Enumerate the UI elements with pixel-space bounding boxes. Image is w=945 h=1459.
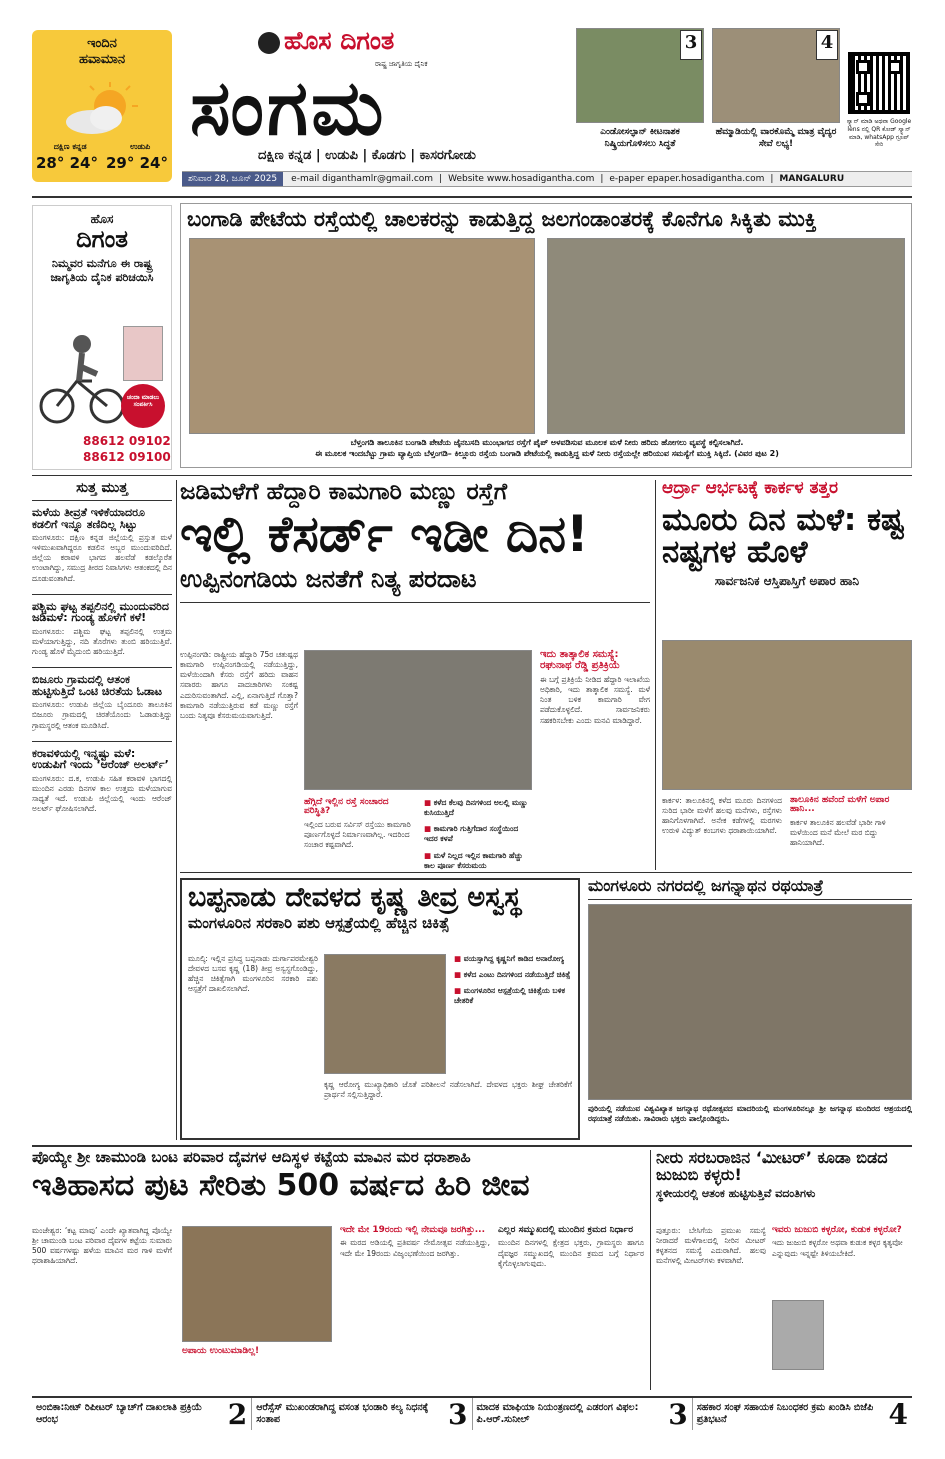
story-body: ಮಂಜೇಶ್ವರ: ‘ಕಟ್ಟ ಮಾವು’ ಎಂದೇ ಖ್ಯಾತವಾಗಿದ್ದ ಪೊಯ್ಯೇ ಶ್ರೀ ಚಾಮುಂಡಿ ಬಂಟ ಪರಿವಾರ ದೈವಗಳ ಕಟ್ಟೆಯ ಸುಮಾರು 500 ವರ್ಷಗಳಷ್ಟು ಹಳೆಯ ಮಾವಿನ ಮರ ಗಾಳಿ ಮಳೆಗೆ ಧರಾಶಾಹಿಯಾಗಿದೆ.	[32, 1226, 172, 1266]
info-box: ಇವರು ಜುಜುಬಿ ಕಳ್ಳರೋ, ಕುಡುಕ ಕಳ್ಳರೋ? ಇದು ಜುಜುಬಿ ಕಳ್ಳರೋ ಅಥವಾ ಕುಡುಕ ಕಳ್ಳರ ಕೃತ್ಯವೋ ಎನ್ನುವುದು ಇನ್ನಷ್ಟೇ ತಿಳಿಯಬೇಕಿದೆ.	[772, 1225, 903, 1258]
teaser-text: ಹೆಮ್ಮಾಡಿಯಲ್ಲಿ ವಾರಕೊಮ್ಮೆ ಮಾತ್ರ ವೈದ್ಯರ ಸೇವೆ ಲಭ್ಯ!	[715, 127, 837, 149]
story-deck: ಮಂಗಳೂರಿನ ಸರಕಾರಿ ಪಶು ಆಸ್ಪತ್ರೆಯಲ್ಲಿ ಹೆಚ್ಚಿನ ಚಿಕಿತ್ಸೆ	[188, 914, 450, 933]
weather-title: ಇಂದಿನ ಹವಾಮಾನ	[78, 36, 126, 67]
sun-cloud-icon	[62, 82, 142, 138]
weather-location-udupi: ಉಡುಪಿ	[130, 142, 151, 151]
damaged-house-photo	[662, 640, 912, 790]
procession-photo	[588, 904, 912, 1100]
story-deck: ಸ್ಥಳೀಯರಲ್ಲಿ ಆತಂಕ ಹುಟ್ಟಿಸುತ್ತಿವೆ ವದಂತಿಗಳು	[656, 1186, 816, 1200]
footer-teasers	[32, 1396, 912, 1430]
fallen-tree-photo	[182, 1226, 332, 1342]
story-body: ಮೂಲ್ಕಿ: ಇಲ್ಲಿನ ಪ್ರಸಿದ್ಧ ಬಪ್ಪನಾಡು ದುರ್ಗಾಪರಮೇಶ್ವರಿ ದೇವಳದ ಬಸವ ಕೃಷ್ಣ (18) ತೀವ್ರ ಅಸ್ವಸ್ಥಗೊಂಡಿದ್ದು, ಹೆಚ್ಚಿನ ಚಿಕಿತ್ಸೆಗಾಗಿ ಮಂಗಳೂರಿನ ಸರಕಾರಿ ಪಶು ಆಸ್ಪತ್ರೆಗೆ ದಾಖಲಿಸಲಾಗಿದೆ.	[188, 954, 318, 994]
city-edition: MANGALURU	[779, 174, 845, 184]
website-link[interactable]: Website www.hosadigantha.com	[448, 174, 595, 184]
story-headline: ಮೂರು ದಿನ ಮಳೆ: ಕಷ್ಟ ನಷ್ಟಗಳ ಹೊಳೆ	[662, 501, 905, 571]
email-link[interactable]: e-mail diganthamlr@gmail.com	[291, 174, 434, 184]
story-body-continued: ಕೃಷ್ಣ ಆರೋಗ್ಯ ಮುಖ್ಯಾಧಿಕಾರಿ ಜೊತೆ ಪರಿಶೀಲನೆ ನಡೆಸಲಾಗಿದೆ. ದೇವಳದ ಭಕ್ತರು ಶೀಘ್ರ ಚೇತರಿಕೆಗೆ ಪ್ರಾರ್ಥನೆ ಸಲ್ಲಿಸುತ್ತಿದ್ದಾರೆ.	[324, 1080, 572, 1100]
subscription-ad[interactable]	[32, 205, 172, 470]
story-kicker: ಆರ್ದ್ರಾ ಆರ್ಭಟಕ್ಕೆ ಕಾರ್ಕಳ ತತ್ತರ	[662, 480, 838, 498]
issue-date: ಶನಿವಾರ 28, ಜೂನ್ 2025	[182, 171, 283, 187]
regions-line: ದಕ್ಷಿಣ ಕನ್ನಡ | ಉಡುಪಿ | ಕೊಡಗು | ಕಾಸರಗೋಡು	[258, 148, 476, 163]
karkala-rain-story	[662, 480, 912, 870]
story-headline: ಇತಿಹಾಸದ ಪುಟ ಸೇರಿತು 500 ವರ್ಷದ ಹಿರಿ ಜೀವ	[32, 1167, 530, 1203]
reaction-box: ಇದು ತಾತ್ಕಾಲಿಕ ಸಮಸ್ಯೆ: ರಘುನಾಥ ರೆಡ್ಡಿ ಪ್ರತಿಕ್ರಿಯೆ ಈ ಬಗ್ಗೆ ಪ್ರತಿಕ್ರಿಯೆ ನೀಡಿದ ಹೆದ್ದಾರಿ ಇಲಾಖೆಯ ಅಧಿಕಾರಿ, ಇದು ತಾತ್ಕಾಲಿಕ ಸಮಸ್ಯೆ. ಮಳೆ ನಿಂತ ಬಳಿಕ ಕಾಮಗಾರಿ ವೇಗ ಪಡೆದುಕೊಳ್ಳಲಿದೆ. ಸಾರ್ವಜನಿಕರು ಸಹಕರಿಸಬೇಕು ಎಂದು ಮನವಿ ಮಾಡಿದ್ದಾರೆ.	[540, 649, 650, 725]
story-body: ಪುತ್ತೂರು: ಬೇಸಿಗೆಯ ಪ್ರಮುಖ ಸಮಸ್ಯೆ ನೀರಾದರೆ ಮಳೆಗಾಲದಲ್ಲಿ ನೀರಿನ ಮೀಟರ್ ಕಳ್ಳತನದ ಸಮಸ್ಯೆ ಎದುರಾಗಿದೆ. ಹಲವು ಮನೆಗಳಲ್ಲಿ ಮೀಟರ್‌ಗಳು ಕಳವಾಗಿವೆ.	[656, 1226, 766, 1266]
footer-teaser[interactable]: ಆರೆಸ್ಸೆಸ್ ಮುಖಂಡರಾಗಿದ್ದ ವಸಂತ ಭಂಡಾರಿ ಕಲ್ಯ ನಿಧನಕ್ಕೆ ಸಂತಾಪ 3	[252, 1398, 472, 1430]
ad-text: ನಿಮ್ಮವರ ಮನೆಗೂ ಈ ರಾಷ್ಟ್ರ ಜಾಗೃತಿಯ ದೈನಿಕ ಪರಿಚಯಿಸಿ	[50, 257, 154, 284]
weather-location-dk: ದಕ್ಷಿಣ ಕನ್ನಡ	[53, 142, 87, 151]
qr-caption: ಸ್ಕ್ಯಾನ್ ಮಾಡಿ ಅಥವಾ Google lens ನಲ್ಲಿ QR ಕೋಡ್ ಸ್ಕ್ಯಾನ್ ಮಾಡಿ, whatsApp ಗ್ರೂಪ್ ಸೇರಿ	[846, 118, 912, 149]
mango-tree-story	[32, 1150, 644, 1392]
bappanadu-story	[180, 878, 580, 1140]
story-headline: ಬಪ್ಪನಾಡು ದೇವಳದ ಕೃಷ್ಣ ತೀವ್ರ ಅಸ್ವಸ್ಥ	[188, 882, 522, 913]
masthead-logo-emblem	[258, 32, 280, 54]
sutta-item[interactable]: ಮಳೆಯ ತೀವ್ರತೆ ಇಳಿಕೆಯಾದರೂ ಕಡಲಿಗೆ ಇನ್ನೂ ತಣಿದಿಲ್ಲ ಸಿಟ್ಟು ಮಂಗಳೂರು: ದಕ್ಷಿಣ ಕನ್ನಡ ಜಿಲ್ಲೆಯಲ್ಲಿ ಪ್ರಸ್ತುತ ಮಳೆ ಇಳಿಮುಖವಾಗಿದ್ದರೂ ಕಡಲಿನ ಅಬ್ಬರ ಮುಂದುವರಿದಿದೆ. ಜಿಲ್ಲೆಯ ಕರಾವಳಿ ಭಾಗದ ಹಲವೆಡೆ ಕಡಲ್ಕೊರೆತ ಉಂಟಾಗಿದ್ದು, ಸಮುದ್ರ ತೀರದ ನಿವಾಸಿಗಳು ಆತಂಕದಲ್ಲಿ ದಿನ ದೂಡುವಂತಾಗಿದೆ.	[32, 506, 172, 583]
papers-stack	[123, 326, 163, 381]
photo-caption: ಪುರಿಯಲ್ಲಿ ನಡೆಯುವ ವಿಶ್ವವಿಖ್ಯಾತ ಜಗನ್ನಾಥ ರಥೋತ್ಸವದ ಮಾದರಿಯಲ್ಲಿ ಮಂಗಳೂರಿನಲ್ಲೂ ಶ್ರೀ ಜಗನ್ನಾಥ ಮಂದಿರದ ಆಶ್ರಯದಲ್ಲಿ ರಥಯಾತ್ರೆ ನಡೆಯಿತು. ಸಾವಿರಾರು ಭಕ್ತರು ಪಾಲ್ಗೊಂಡಿದ್ದರು.	[588, 1104, 912, 1124]
side-box: ಎಲ್ಲರ ಸಮ್ಮುಖದಲ್ಲಿ ಮುಂದಿನ ಕ್ರಮದ ನಿರ್ಧಾರ ಮುಂದಿನ ದಿನಗಳಲ್ಲಿ ಕ್ಷೇತ್ರದ ಭಕ್ತರು, ಗ್ರಾಮಸ್ಥರು ಹಾಗೂ ದೈವಜ್ಞರ ಸಮ್ಮುಖದಲ್ಲಿ ಮುಂದಿನ ಕ್ರಮದ ಬಗ್ಗೆ ನಿರ್ಧಾರ ಕೈಗೊಳ್ಳಲಾಗುವುದು.	[498, 1225, 644, 1268]
info-box: ಇದೇ ಮೇ 19ರಂದು ಇಲ್ಲಿ ನೇಮವೂ ಜರಗಿತ್ತು... ಈ ಮರದ ಅಡಿಯಲ್ಲಿ ಪ್ರತಿವರ್ಷ ನೇಮೋತ್ಸವ ನಡೆಯುತ್ತಿದ್ದು, ಇದೇ ಮೇ 19ರಂದು ವಿಜೃಂಭಣೆಯಿಂದ ಜರಗಿತ್ತು.	[340, 1225, 490, 1258]
epaper-link[interactable]: e-paper epaper.hosadigantha.com	[609, 174, 765, 184]
bull-photo	[324, 954, 446, 1074]
water-meter-photo	[772, 1300, 824, 1370]
teaser-text: ಎಂಡೋಸಲ್ಫಾನ್ ಕೀಟನಾಶಕ ನಿಷ್ಕ್ರಿಯಗೊಳಿಸಲು ಸಿದ್ಧತೆ	[600, 127, 680, 149]
lead-headline: ಬಂಗಾಡಿ ಪೇಟೆಯ ರಸ್ತೆಯಲ್ಲಿ ಚಾಲಕರನ್ನು ಕಾಡುತ್ತಿದ್ದ ಜಲಗಂಡಾಂತರಕ್ಕೆ ಕೊನೆಗೂ ಸಿಕ್ಕಿತು ಮುಕ್ತಿ	[187, 207, 817, 231]
road-photo	[304, 650, 532, 790]
story-headline: ಮಂಗಳೂರು ನಗರದಲ್ಲಿ ಜಗನ್ನಾಥನ ರಥಯಾತ್ರೆ	[588, 878, 912, 900]
page-badge: 4	[816, 30, 838, 60]
cyclist-icon	[37, 326, 127, 426]
lead-story	[180, 203, 912, 468]
footer-teaser[interactable]: ಮಾದಕ ಮಾಫಿಯಾ ನಿಯಂತ್ರಣದಲ್ಲಿ ಎಡರಂಗ ವಿಫಲ: ಪಿ.ಆರ್.ಸುನೀಲ್ 3	[473, 1398, 693, 1430]
lead-photo-right	[547, 238, 905, 434]
story-headline: ಇಲ್ಲಿ ಕೆಸರ್ಡ್ ಇಡೀ ದಿನ!	[180, 505, 589, 564]
sutta-item[interactable]: ಕರಾವಳಿಯಲ್ಲಿ ಇನ್ನಷ್ಟು ಮಳೆ: ಉಡುಪಿಗೆ ಇಂದು ‘ಆರೆಂಜ್ ಅಲರ್ಟ್’ ಮಂಗಳೂರು: ದ.ಕ, ಉಡುಪಿ ಸಹಿತ ಕರಾವಳಿ ಭಾಗದಲ್ಲಿ ಮುಂದಿನ ಎರಡು ದಿನಗಳ ಕಾಲ ಉತ್ತಮ ಮಳೆಯಾಗುವ ಸಾಧ್ಯತೆ ಇದೆ. ಉಡುಪಿ ಜಿಲ್ಲೆಯಲ್ಲಿ ಇಂದು ಆರೆಂಜ್ ಅಲರ್ಟ್ ಘೋಷಿಸಲಾಗಿದೆ.	[32, 746, 172, 814]
bullet-list: ■ ವಯಸ್ಸಾಗಿದ್ದ ಕೃಷ್ಣನಿಗೆ ಕಾಡಿದ ಅನಾರೋಗ್ಯ ■ ಕಳೆದ ಎಂಟು ದಿನಗಳಿಂದ ನಡೆಯುತ್ತಿದೆ ಚಿಕಿತ್ಸೆ ■ ಮಂಗಳೂರಿನ ಆಸ್ಪತ್ರೆಯಲ್ಲಿ ಚಿಕಿತ್ಸೆಯ ಬಳಿಕ ಚೇತರಿಕೆ	[454, 954, 572, 1013]
ad-phone-1[interactable]: 88612 09102	[83, 434, 171, 448]
lead-caption: ಬೆಳ್ತಂಗಡಿ ತಾಲೂಕಿನ ಬಂಗಾಡಿ ಪೇಟೆಯ ಜೈನಬಸದಿ ಮುಂಭಾಗದ ರಸ್ತೆಗೆ ಪೈಪ್ ಅಳವಡಿಸುವ ಮೂಲಕ ಮಳೆ ನೀರು ಹರಿದು ಹೋಗಲು ವ್ಯವಸ್ಥೆ ಕಲ್ಪಿಸಲಾಗಿದೆ. ಈ ಮೂಲಕ ಇಂದಬೆಟ್ಟು ಗ್ರಾಮ ವ್ಯಾಪ್ತಿಯ ಬೆಳ್ತಂಗಡಿ– ಕಿಲ್ಲೂರು ರಸ್ತೆಯ ಬಂಗಾಡಿ ಪೇಟೆಯಲ್ಲಿ ಕಾಡುತ್ತಿದ್ದ ಮಳೆ ನೀರು ರಸ್ತೆಯಲ್ಲೇ ಹರಿಯುವ ಸಮಸ್ಯೆಗೆ ಮುಕ್ತಿ ಸಿಕ್ಕಿದೆ. (ವಿವರ ಪುಟ 2)	[315, 438, 779, 458]
weather-box	[32, 30, 172, 182]
sutta-mutta-column	[32, 480, 172, 1135]
story-body: ಕಾರ್ಕಳ: ತಾಲೂಕಿನಲ್ಲಿ ಕಳೆದ ಮೂರು ದಿನಗಳಿಂದ ಸುರಿದ ಭಾರೀ ಮಳೆಗೆ ಹಲವು ಮನೆಗಳು, ರಸ್ತೆಗಳು ಹಾನಿಗೊಳಗಾಗಿವೆ. ಅನೇಕ ಕಡೆಗಳಲ್ಲಿ ಮರಗಳು ಉರುಳಿ ವಿದ್ಯುತ್ ಕಂಬಗಳು ಧರಾಶಾಯಿಯಾಗಿವೆ.	[662, 796, 782, 836]
photo-caption: ಅಪಾಯ ಉಂಟುಮಾಡಿಲ್ಲ!	[182, 1346, 260, 1356]
ad-phone-2[interactable]: 88612 09100	[83, 450, 171, 464]
weather-temp-dk: 28° 24°	[36, 154, 98, 172]
column-header: ಸುತ್ತ ಮುತ್ತ	[32, 480, 172, 501]
teaser-page4[interactable]	[712, 28, 840, 168]
water-meter-theft-story	[656, 1150, 912, 1392]
info-box: ತಾಲೂಕಿನ ಹವೆಂದೆ ಮಳೆಗೆ ಅಪಾರ ಹಾನಿ... ಕಾರ್ಕಳ ತಾಲೂಕಿನ ಹಲವೆಡೆ ಭಾರೀ ಗಾಳಿ ಮಳೆಯಿಂದ ಮನೆ ಮೇಲೆ ಮರ ಬಿದ್ದು ಹಾನಿಯಾಗಿದೆ.	[790, 795, 890, 848]
story-body: ಉಪ್ಪಿನಂಗಡಿ: ರಾಷ್ಟ್ರೀಯ ಹೆದ್ದಾರಿ 75ರ ಚತುಷ್ಪಥ ಕಾಮಗಾರಿ ಉಪ್ಪಿನಂಗಡಿಯಲ್ಲಿ ನಡೆಯುತ್ತಿದ್ದು, ಮಳೆಯಿಂದಾಗಿ ಕೆಸರು ರಸ್ತೆಗೆ ಹರಿದು ವಾಹನ ಸವಾರರು ಹಾಗೂ ಪಾದಚಾರಿಗಳು ಸಂಕಷ್ಟ ಎದುರಿಸುವಂತಾಗಿದೆ. ಎಲ್ಲಿ, ಏನಾಗುತ್ತಿದೆ ಗೊತ್ತಾ? ಕಾಮಗಾರಿ ನಡೆಯುತ್ತಿರುವ ಕಡೆ ಮಣ್ಣು ರಸ್ತೆಗೆ ಬಂದು ನಿತ್ಯವೂ ಕೆಸರುಮಯವಾಗುತ್ತಿದೆ.	[180, 650, 298, 720]
newspaper-title: ಸಂಗಮ	[190, 63, 387, 152]
lead-photo-left	[189, 238, 535, 434]
bullet-list: ■ ಕಳೆದ ಕೆಲವು ದಿನಗಳಿಂದ ಅಲಲ್ಲಿ ಮಣ್ಣು ಕುಸಿಯುತ್ತಿದೆ ■ ಕಾಮಗಾರಿ ಗುತ್ತಿಗೆದಾರ ಸಂಸ್ಥೆಯಿಂದ ಇದರ ಕಳಪೆ ■ ಮಳೆ ನಿಲ್ಲದ ಇಲ್ಲಿನ ಕಾಮಗಾರಿ ಹೆಚ್ಚು ಕಾಲ ಪೂರ್ಣ ಕೆಸರುಮಯ	[424, 798, 532, 870]
story-deck: ಉಪ್ಪಿನಂಗಡಿಯ ಜನತೆಗೆ ನಿತ್ಯ ಪರದಾಟ	[180, 564, 477, 593]
footer-teaser[interactable]: ಅಂಬಿಕಾ:ನೀಟ್ ರಿಪೀಟರ್ ಬ್ಯಾಚ್‌ಗೆ ದಾಖಲಾತಿ ಪ್ರಕ್ರಿಯೆ ಆರಂಭ 2	[32, 1398, 252, 1430]
page-badge: 3	[680, 30, 702, 60]
story-kicker: ಜಡಿಮಳೆಗೆ ಹೆದ್ದಾರಿ ಕಾಮಗಾರಿ ಮಣ್ಣು ರಸ್ತೆಗೆ	[180, 480, 508, 505]
story-deck: ಸಾರ್ವಜನಿಕ ಆಸ್ತಿಪಾಸ್ತಿಗೆ ಅಪಾರ ಹಾನಿ	[714, 573, 860, 588]
teaser-page3[interactable]	[576, 28, 704, 168]
story-kicker: ಪೊಯ್ಯೇ ಶ್ರೀ ಚಾಮುಂಡಿ ಬಂಟ ಪರಿವಾರ ದೈವಗಳ ಆದಿಸ್ಥಳ ಕಟ್ಟೆಯ ಮಾವಿನ ಮರ ಧರಾಶಾಹಿ	[32, 1150, 471, 1166]
weather-temp-udupi: 29° 24°	[106, 154, 168, 172]
story-headline: ನೀರು ಸರಬರಾಜಿನ ‘ಮೀಟರ್’ ಕೂಡಾ ಬಿಡದ ಜುಜುಬಿ ಕಳ್ಳರು!	[656, 1150, 888, 1184]
ad-badge: ಚಂದಾ ಮಾಡಲು ಸಂಪರ್ಕಿಸಿ	[121, 384, 165, 428]
ad-brand: ಹೊಸ ದಿಗಂತ	[76, 212, 128, 253]
brand-name: ಹೊಸ ದಿಗಂತ	[284, 26, 395, 55]
footer-teaser[interactable]: ಸಹಕಾರ ಸಂಘ ಸಹಾಯಕ ನಿಬಂಧಕರ ಕ್ರಮ ಖಂಡಿಸಿ ಬಿಜೆಪಿ ಪ್ರತಿಭಟನೆ 4	[696, 1397, 908, 1431]
uppinangady-story	[180, 480, 650, 870]
rathayatra-story	[588, 878, 912, 1140]
sutta-item[interactable]: ಬಿಜೂರು ಗ್ರಾಮದಲ್ಲಿ ಆತಂಕ ಹುಟ್ಟಿಸುತ್ತಿದೆ ಒಂಟಿ ಚಿರತೆಯ ಓಡಾಟ ಮಂಗಳೂರು: ಉಡುಪಿ ಜಿಲ್ಲೆಯ ಬೈಂದೂರು ತಾಲೂಕಿನ ಬಿಜೂರು ಗ್ರಾಮದಲ್ಲಿ ಚಿರತೆಯೊಂದು ಓಡಾಡುತ್ತಿದ್ದು ಗ್ರಾಮಸ್ಥರಲ್ಲಿ ಆತಂಕ ಮೂಡಿಸಿದೆ.	[32, 673, 172, 730]
info-box: ಹೆಗ್ಗಿದೆ ಇಲ್ಲಿನ ರಸ್ತೆ ಸಂಚಾರದ ಪರಿಸ್ಥಿತಿ? ಇಲ್ಲಿಂದ ಬರುವ ಸರ್ವಿಸ್ ರಸ್ತೆಯು ಕಾಮಗಾರಿ ಪೂರ್ಣಗೊಳ್ಳದೆ ನಿರ್ಮಾಣವಾಗಿಲ್ಲ. ಇದರಿಂದ ಸಂಚಾರ ಕಷ್ಟವಾಗಿದೆ.	[304, 797, 411, 850]
dateline-bar: ಶನಿವಾರ 28, ಜೂನ್ 2025 e-mail diganthamlr@gmail.com | Website www.hosadigantha.com | e-paper epaper.hosadigantha.com | MANGALURU	[182, 171, 912, 187]
brand-tagline: ರಾಷ್ಟ್ರ ಜಾಗೃತಿಯ ದೈನಿಕ	[375, 60, 428, 68]
qr-code-icon[interactable]	[848, 52, 910, 114]
sutta-item[interactable]: ಪಶ್ಚಿಮ ಘಟ್ಟ ತಪ್ಪಲಿನಲ್ಲಿ ಮುಂದುವರಿದ ಜಡಿಮಳೆ: ಗುಂಡ್ಯ ಹೊಳೆಗೆ ಕಳೆ! ಮಂಗಳೂರು: ಪಶ್ಚಿಮ ಘಟ್ಟ ತಪ್ಪಲಿನಲ್ಲಿ ಉತ್ತಮ ಮಳೆಯಾಗುತ್ತಿದ್ದು, ನದಿ ತೊರೆಗಳು ತುಂಬಿ ಹರಿಯುತ್ತಿವೆ. ಗುಂಡ್ಯ ಹೊಳೆ ಮೈದುಂಬಿ ಹರಿಯುತ್ತಿದೆ.	[32, 599, 172, 657]
